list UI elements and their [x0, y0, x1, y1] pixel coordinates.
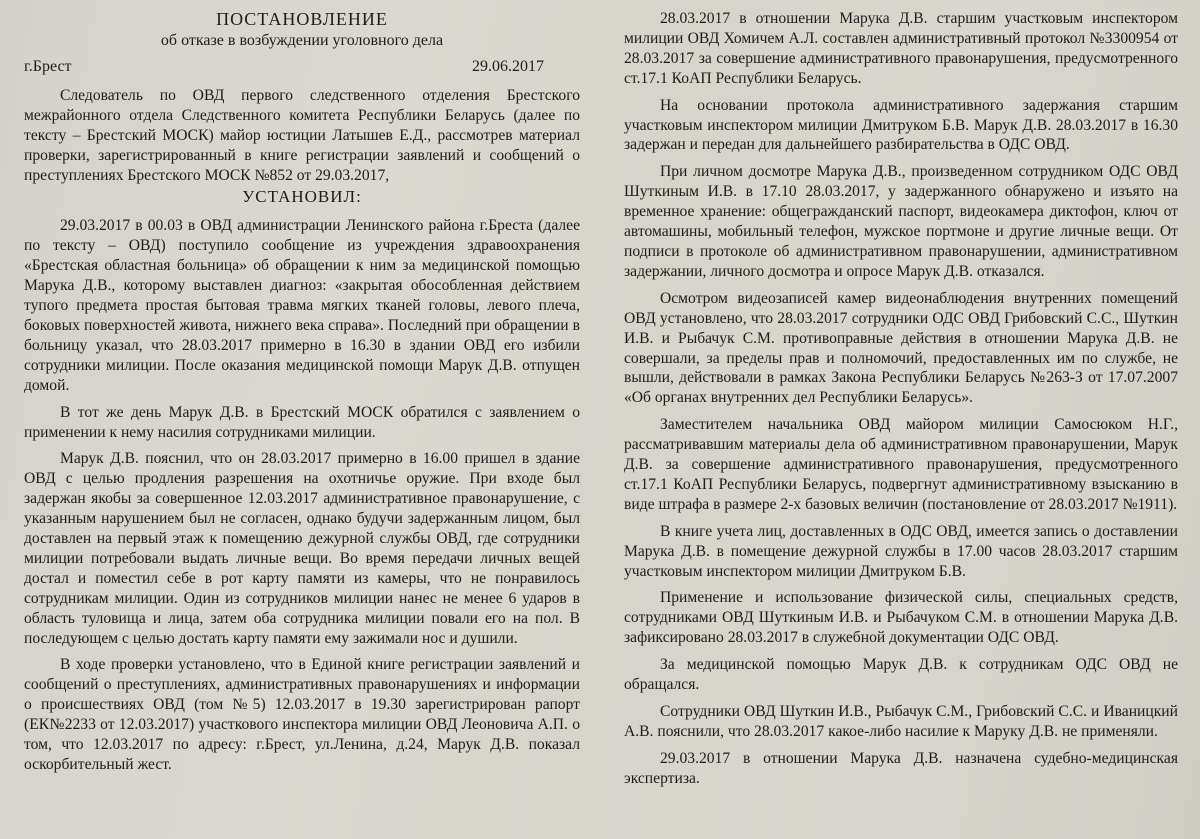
- paragraph: Сотрудники ОВД Шуткин И.В., Рыбачук С.М., Грибовский С.С. и Иваницкий А.В. пояснили, что 28.03.2017 какое-либо насилие к Маруку Д.В. не применяли.: [624, 703, 1178, 740]
- document-date: 29.06.2017: [472, 58, 544, 75]
- document-subtitle: об отказе в возбуждении уголовного дела: [160, 32, 444, 49]
- paragraph: В тот же день Марук Д.В. в Брестский МОСК обратился с заявлением о применении к нему насилия сотрудниками милиции.: [24, 403, 580, 441]
- paragraph: Заместителем начальника ОВД майором милиции Самосюком Н.Г., рассматривавшим материалы дела об административном правонарушении, Марук Д.В. за совершение административного правонарушения, предусмотренного ст.17.1 КоАП Республики Беларусь, подвергнут административному взысканию в виде штрафа в размере 2-х базовых величин (постановление от 28.03.2017 №1911).: [624, 416, 1178, 513]
- paragraph: Марук Д.В. пояснил, что он 28.03.2017 примерно в 16.00 пришел в здание ОВД с целью продления разрешения на охотничье оружие. При входе был задержан якобы за совершенное 12.03.2017 административное правонарушение, с указанным нарушением был не согласен, однако будучи задержанным лицом, был доставлен на первый этаж к помещению дежурной службы ОВД, где сотрудники милиции потребовали выдать личные вещи. Во время передачи личных вещей достал и поместил себе в рот карту памяти из камеры, что не понравилось сотрудникам милиции. Один из сотрудников милиции нанес не менее 6 ударов в область туловища и лица, затем оба сотрудника милиции повали его на пол. В последующем с целью достать карту памяти ему зажимали нос и душили.: [24, 450, 580, 647]
- left-column: [24, 0, 580, 775]
- paragraph: Применение и использование физической силы, специальных средств, сотрудниками ОВД Шуткиным И.В. и Рыбачуком С.М. в отношении Марука Д.В. зафиксировано 28.03.2017 в служебной документации ОДС ОВД.: [624, 589, 1178, 647]
- paragraph: 29.03.2017 в отношении Марука Д.В. назначена судебно-медицинская экспертиза.: [624, 749, 1178, 787]
- paragraph: Осмотром видеозаписей камер видеонаблюдения внутренних помещений ОВД установлено, что 28.03.2017 сотрудники ОДС ОВД Грибовский С.С., Шуткин И.В. и Рыбачук С.М. противоправные действия в отношении Марука Д.В. не совершали, за пределы прав и полномочий, предоставленных им по службе, не вышли, действовали в рамках Закона Республики Беларусь №263-З от 17.07.2007 «Об органах внутренних дел Республики Беларусь».: [624, 289, 1178, 407]
- paragraph: На основании протокола административного задержания старшим участковым инспектором милиции Дмитруком Б.В. Марук Д.В. 28.03.2017 в 16.30 задержан и передан для дальнейшего разбирательства в ОДС ОВД.: [624, 96, 1178, 154]
- paragraph: За медицинской помощью Марук Д.В. к сотрудникам ОДС ОВД не обращался.: [624, 656, 1178, 694]
- document-city: г.Брест: [24, 58, 72, 75]
- intro-paragraph: Следователь по ОВД первого следственного отделения Брестского межрайонного отдела Следственного комитета Республики Беларусь (далее по тексту – Брестский МОСК) майор юстиции Латышев Е.Д., рассмотрев материал проверки, зарегистрированный в книге регистрации заявлений и сообщений о преступлениях Брестского МОСК №852 от 29.03.2017,: [24, 87, 580, 184]
- paragraph: В книге учета лиц, доставленных в ОДС ОВД, имеется запись о доставлении Марука Д.В. в помещение дежурной службы в 17.00 часов 28.03.2017 старшим участковым инспектором милиции Дмитруком Б.В.: [624, 522, 1178, 580]
- right-column: [624, 0, 1178, 789]
- paragraph: В ходе проверки установлено, что в Единой книге регистрации заявлений и сообщений о преступлениях, административных правонарушениях и информации о происшествиях ОВД (том №5) 12.03.2017 в 19.30 зарегистрирован рапорт (ЕК№2233 от 12.03.2017) участкового инспектора милиции ОВД Леоновича А.П. о том, что 12.03.2017 по адресу: г.Брест, ул.Ленина, д.24, Марук Д.В. показал оскорбительный жест.: [24, 656, 580, 773]
- paragraph: 28.03.2017 в отношении Марука Д.В. старшим участковым инспектором милиции ОВД Хомичем А.Л. составлен административный протокол №3300954 от 28.03.2017 за совершение административного правонарушения, предусмотренного ст.17.1 КоАП Республики Беларусь.: [624, 10, 1178, 87]
- paragraph: 29.03.2017 в 00.03 в ОВД администрации Ленинского района г.Бреста (далее по тексту – ОВД) поступило сообщение из учреждения здравоохранения «Брестская областная больница» об обращении к ним за медицинской помощью Марука Д.В., которому выставлен диагноз: «закрытая обособленная действием тупого предмета простая бытовая травма мягких тканей головы, левого плеча, боковых поверхностей живота, нижнего века справа». Последний при обращении в больницу указал, что 28.03.2017 примерно в 16.30 в здании ОВД его избили сотрудники милиции. После оказания медицинской помощи Марук Д.В. отпущен домой.: [24, 217, 580, 394]
- established-heading: УСТАНОВИЛ:: [242, 186, 362, 206]
- place-date-line: [24, 57, 544, 77]
- paragraph: При личном досмотре Марука Д.В., произведенном сотрудником ОДС ОВД Шуткиным И.В. в 17.10 28.03.2017, у задержанного обнаружено и изъято на временное хранение: общегражданский паспорт, видеокамера диктофон, ключ от автомашины, мобильный телефон, мужское портмоне и другие личные вещи. От подписи в протоколе об административном правонарушении, административном задержании, личного досмотра и опросе Марук Д.В. отказался.: [624, 163, 1178, 280]
- document-title: ПОСТАНОВЛЕНИЕ: [216, 9, 388, 29]
